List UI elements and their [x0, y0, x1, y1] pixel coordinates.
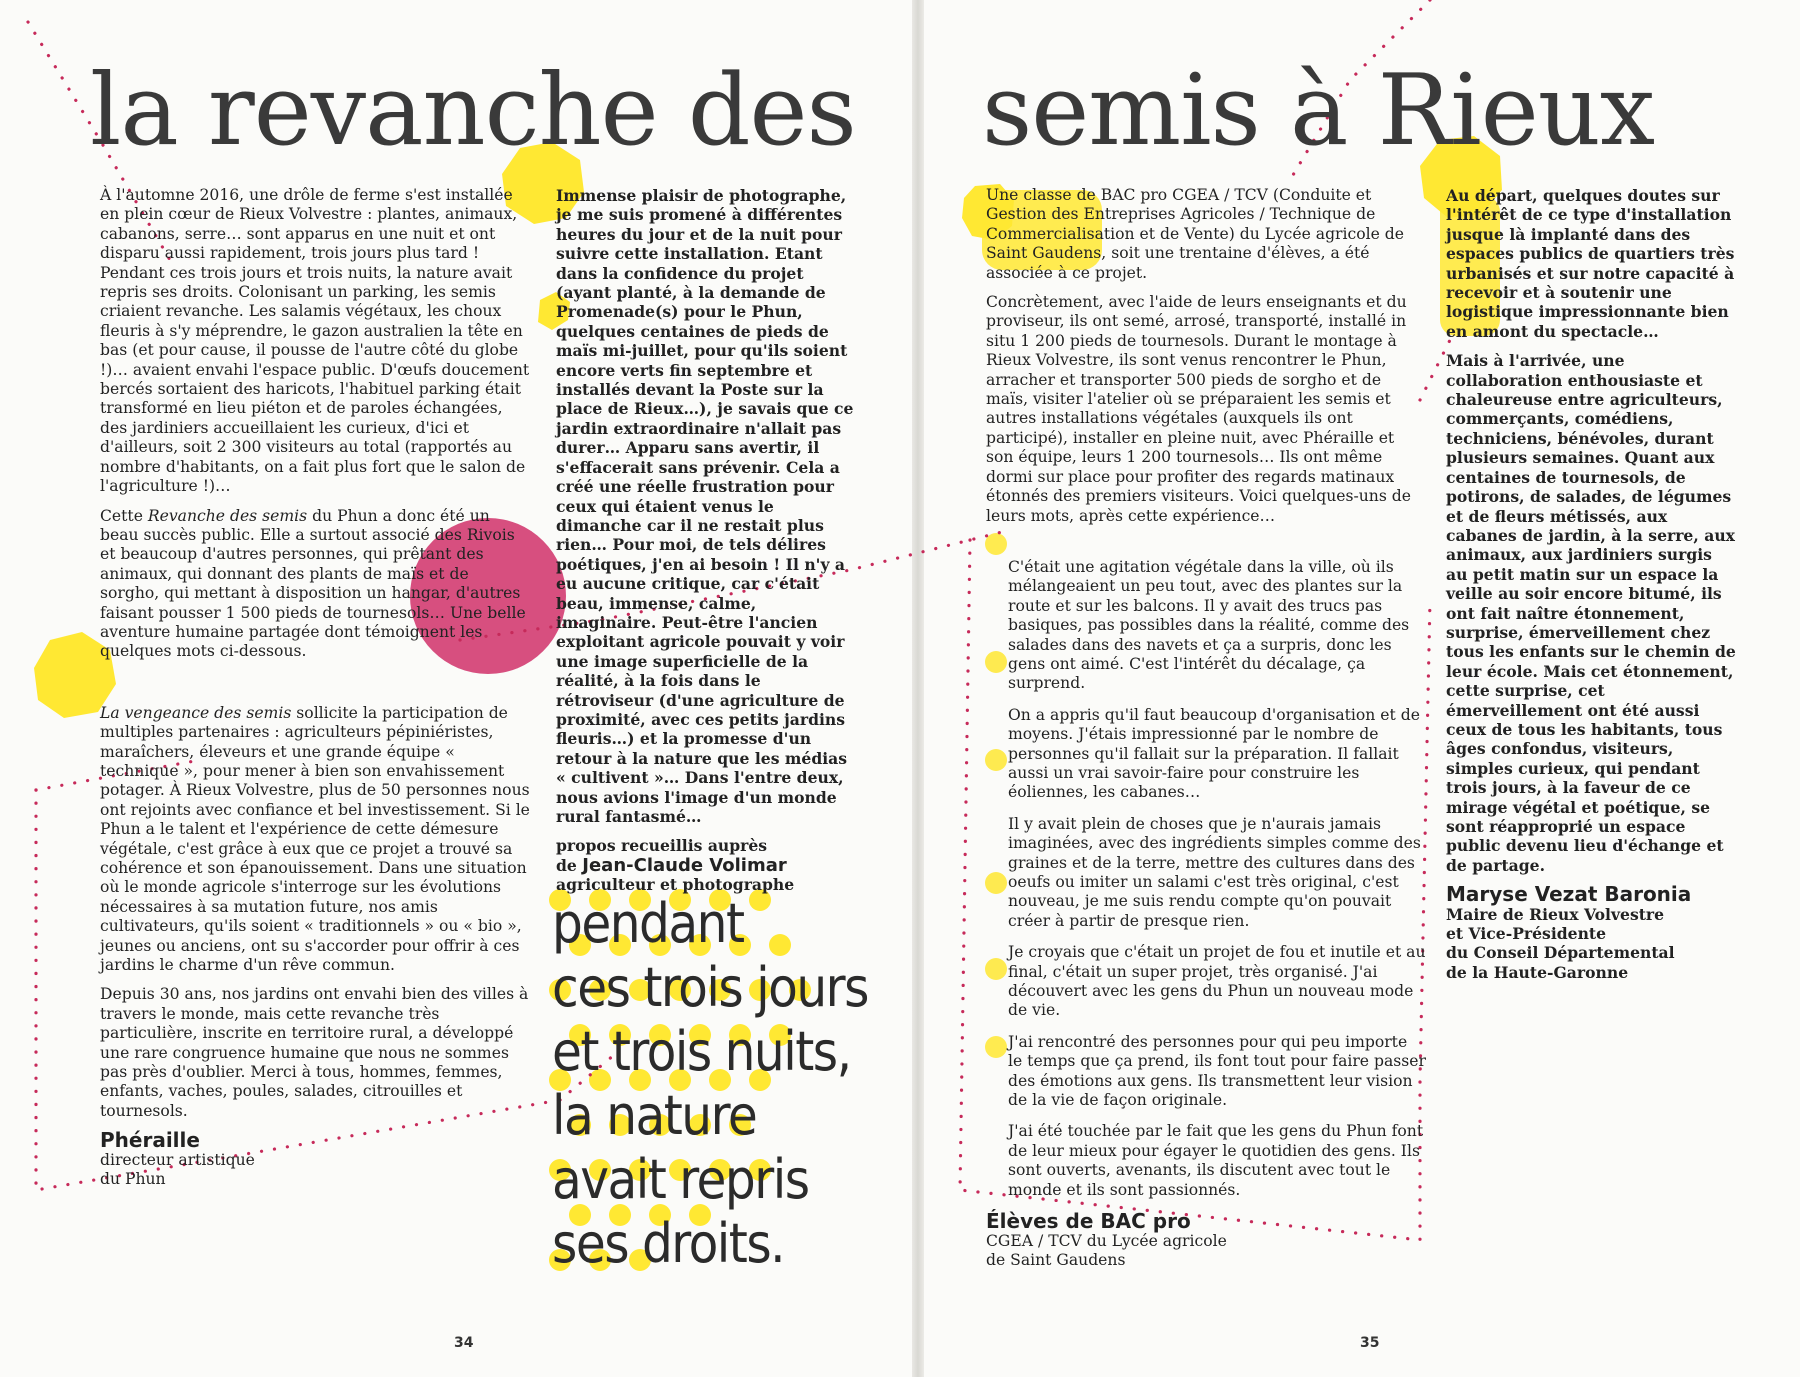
signature-name: Maryse Vezat Baronia [1446, 882, 1692, 907]
signature-role: du Conseil Départemental [1446, 943, 1675, 963]
page-number-left: 34 [454, 1335, 474, 1351]
paragraph: Mais à l'arrivée, une collaboration enthousiaste et chaleureuse entre agriculteurs, commerçants, comédiens, techniciens, bénévoles, durant plusieurs semaines. Quant aux centaines de tournesols, de potirons, de salades, de légumes et de fleurs métissés, aux cabanes de jardin, à la serre, aux animaux, aux jardiniers surgis au petit matin sur un espace la veille au soir encore bitumé, ils ont fait naître étonnement, surprise, émerveillement chez tous les enfants sur le chemin de leur école. Mais cet étonnement, cette surprise, cet émerveillement ont été aussi ceux de tous les habitants, tous âges confondus, visiteurs, simples curieux, qui pendant trois jours, à la faveur de ce mirage végétal et poétique, se sont réapproprié un espace public devenu lieu d'échange et de partage. [1446, 351, 1736, 875]
pull-quote-line: ces trois jours [552, 956, 868, 1019]
paragraph: La vengeance des semis sollicite la participation de multiples partenaires : agriculteurs pépiniéristes, maraîchers, éleveurs et une grande équipe « technique », pour mener à bien son envahissement potager. À Rieux Volvestre, plus de 50 personnes nous ont rejoints avec confiance et bel investissement. Si le Phun a le talent et l'expérience de cette démesure végétale, c'est grâce à eux que ce projet a trouvé sa cohérence et son épanouissement. Dans une situation où le monde agricole s'interroge sur les évolutions nécessaires à sa mutation future, nos amis cultivateurs, qu'ils soient « traditionnels » ou « bio », jeunes ou anciens, ont su s'accorder pour offrir à ces jardins le charme d'un rêve commun. [100, 703, 530, 975]
signature-intro: propos recueillis auprès [556, 836, 768, 856]
paragraph: Une classe de BAC pro CGEA / TCV (Conduite et Gestion des Entreprises Agricoles / Technique de Commercialisation et de Vente) du Lycée agricole de Saint Gaudens, soit une trentaine d'élèves, a été associée à ce projet. [986, 186, 1405, 282]
title-right: semis à Rieux [982, 54, 1655, 168]
left-column-2 [556, 186, 854, 895]
paragraph: Au départ, quelques doutes sur l'intérêt de ce type d'installation jusque là implanté dans des espaces publics de quartiers très urbanisés et sur notre capacité à recevoir et à soutenir une logistique impressionnante bien en amont du spectacle… [1446, 186, 1735, 341]
student-quote: On a appris qu'il faut beaucoup d'organisation et de moyens. J'étais impressionné par le nombre de personnes qu'il fallait sur la préparation. Il fallait aussi un vrai savoir-faire pour construire les éoliennes, les cabanes… [1008, 705, 1420, 802]
signature-name: Phéraille [100, 1128, 200, 1153]
signature-role: Maire de Rieux Volvestre [1446, 904, 1665, 924]
signature-name: Jean-Claude Volimar [582, 854, 787, 876]
student-quote: Je croyais que c'était un projet de fou et inutile et au final, c'était un super projet, très organisé. J'ai découvert avec les gens du Phun un nouveau mode de vie. [1008, 943, 1426, 1020]
student-quote: Il y avait plein de choses que je n'aurais jamais imaginées, avec des ingrédients simples comme des graines et de la terre, mettre des cultures dans des oeufs ou imiter un salami c'est très original, c'est nouveau, je me suis rendu compte qu'on pouvait créer à partir de presque rien. [1008, 814, 1421, 930]
paragraph: Concrètement, avec l'aide de leurs enseignants et du proviseur, ils ont semé, arrosé, transporté, installé in situ 1 200 pieds de tournesols. Durant le montage à Rieux Volvestre, ils sont venus rencontrer le Phun, arracher et transporter 500 pieds de sorgho et de maïs, visiter l'atelier où se préparaient les semis et autres installations végétales (auxquels ils ont participé), installer en pleine nuit, avec Phéraille et son équipe, leurs 1 200 tournesols… Ils ont même dormi sur place pour profiter des regards matinaux étonnés des premiers visiteurs. Voici quelques-uns de leurs mots, après cette expérience… [986, 293, 1412, 525]
student-quote: J'ai rencontré des personnes pour qui peu importe le temps que ça prend, ils font tout pour faire passer des émotions aux gens. Ils transmettent leur vision de la vie de façon originale. [1008, 1032, 1426, 1110]
pull-quote-line: et trois nuits, [552, 1020, 851, 1083]
signature-name: Élèves de BAC pro [986, 1209, 1191, 1234]
pull-quote-line: ses droits. [552, 1212, 785, 1275]
signature-role: et Vice-Présidente [1446, 924, 1607, 944]
page-number-right: 35 [1360, 1335, 1380, 1351]
pull-quote-line: pendant [552, 892, 744, 955]
paragraph: À l'automne 2016, une drôle de ferme s'est installée en plein cœur de Rieux Volvestre : plantes, animaux, cabanons, serre… sont apparus en une nuit et ont disparu aussi rapidement, trois jours plus tard ! Pendant ces trois jours et trois nuits, la nature avait repris ses droits. Colonisant un parking, les semis criaient revanche. Les salamis végétaux, les choux fleuris à s'y méprendre, le gazon australien la tête en bas (et pour cause, il pousse de l'autre côté du globe !)… avaient envahi l'espace public. D'œufs doucement bercés sortaient des haricots, l'habituel parking était transformé en lieu piéton et de paroles échangées, des jardiniers accueillaient les curieux, d'ici et d'ailleurs, soit 2 300 visiteurs au total (rapportés au nombre d'habitants, on a fait plus fort que le salon de l'agriculture !)… [100, 186, 530, 496]
paragraph: Cette Revanche des semis du Phun a donc été un beau succès public. Elle a surtout associé des Rivois et beaucoup d'autres personnes, qui prêtant des animaux, qui donnant des plants de maïs et de sorgho, qui mettant à disposition un hangar, d'autres faisant pousser 1 500 pieds de tournesols… Une belle aventure humaine partagée dont témoignent les quelques mots ci-dessous. [100, 506, 526, 661]
signature-role: de la Haute-Garonne [1446, 962, 1629, 982]
signature-line: de Jean-Claude Volimar [556, 854, 787, 876]
signature-role: agriculteur et photographe [556, 875, 795, 895]
pull-quote-line: la nature [552, 1084, 757, 1147]
signature-role: de Saint Gaudens [986, 1250, 1126, 1269]
right-column-1 [986, 186, 1426, 1270]
signature-role: du Phun [100, 1170, 166, 1189]
right-column-2 [1446, 186, 1736, 982]
left-column-1 [100, 186, 530, 1190]
pull-quote [552, 892, 932, 1276]
student-quote: J'ai été touchée par le fait que les gens du Phun font de leur mieux pour égayer le quotidien des gens. Ils sont ouverts, avenants, ils discutent avec tout le monde et ils sont passionnés. [1008, 1122, 1424, 1199]
paragraph: Immense plaisir de photographe, je me suis promené à différentes heures du jour et de la nuit pour suivre cette installation. Etant dans la confidence du projet (ayant planté, à la demande de Promenade(s) pour le Phun, quelques centaines de pieds de maïs mi-juillet, pour qu'ils soient encore verts fin septembre et installés devant la Poste sur la place de Rieux…), je savais que ce jardin extraordinaire n'allait pas durer… Apparu sans avertir, il s'effacerait sans prévenir. Cela a créé une réelle frustration pour ceux qui étaient venus le dimanche car il ne restait plus rien… Pour moi, de tels délires poétiques, j'en ai besoin ! Il n'y a eu aucune critique, car c'était beau, immense, calme, imaginaire. Peut-être l'ancien exploitant agricole pouvait y voir une image superficielle de la réalité, à la fois dans le rétroviseur (d'une agriculture de proximité, avec ces petits jardins fleuris…) et la promesse d'un retour à la nature que les médias « cultivent »… Dans l'entre deux, nous avions l'image d'un monde rural fantasmé… [556, 186, 854, 826]
student-quote: C'était une agitation végétale dans la ville, où ils mélangeaient un peu tout, avec des plantes sur la route et sur les balcons. Il y avait des trucs pas basiques, pas possibles dans la réalité, comme des salades dans des navets et ça a surpris, donc les gens ont aimé. C'est l'intérêt du décalage, ça surprend. [1008, 557, 1410, 693]
signature-role: CGEA / TCV du Lycée agricole [986, 1231, 1227, 1250]
paragraph: Depuis 30 ans, nos jardins ont envahi bien des villes à travers le monde, mais cette revanche très particulière, inscrite en territoire rural, a développé une rare congruence humaine que nous ne sommes pas près d'oublier. Merci à tous, hommes, femmes, enfants, vaches, poules, salades, citrouilles et tournesols. [100, 985, 529, 1120]
pull-quote-line: avait repris [552, 1148, 809, 1211]
title-left: la revanche des [90, 54, 856, 168]
signature-role: directeur artistique [100, 1150, 255, 1169]
